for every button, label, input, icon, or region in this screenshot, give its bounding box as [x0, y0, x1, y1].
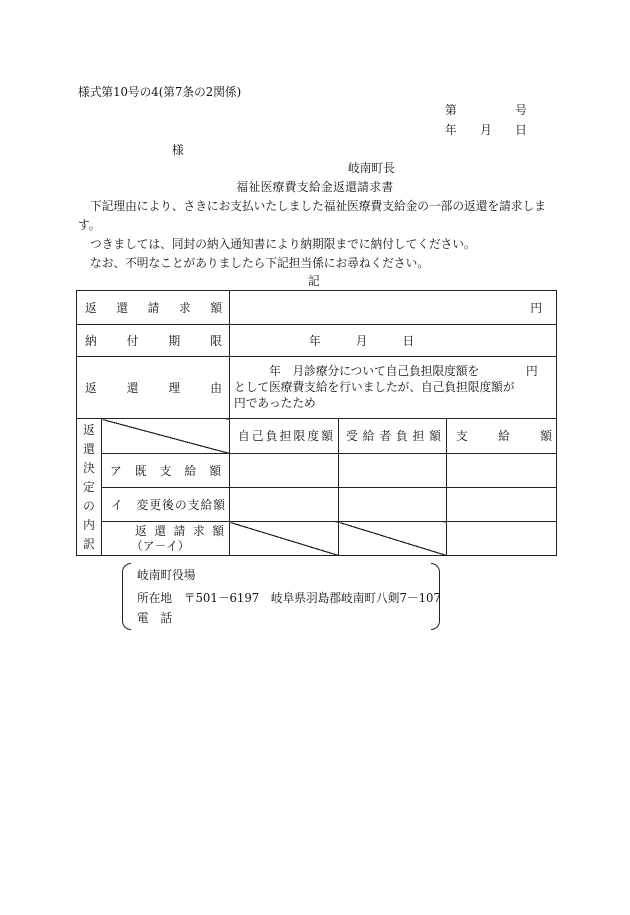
- empty-cell: [230, 454, 339, 488]
- label-char: 自: [238, 429, 250, 443]
- label-char: 既: [134, 463, 147, 478]
- empty-cell: [339, 454, 447, 488]
- address-value: 〒501－6197 岐阜県羽島郡岐南町八剣7－107: [183, 591, 441, 605]
- row-label-cell: [102, 522, 230, 556]
- label-char: 度: [307, 429, 320, 443]
- label-char: 給: [362, 429, 375, 443]
- yen-unit: 円: [530, 300, 543, 315]
- label-char: 還: [83, 441, 95, 456]
- reason-line: 年 月診療分について自己負担限度額を 円: [234, 364, 538, 378]
- refund-table: [76, 290, 557, 556]
- column-header-label: [346, 429, 441, 443]
- body-line: す。: [78, 218, 101, 232]
- diagonal-header-cell: [102, 419, 230, 454]
- label-char: 額: [210, 300, 223, 315]
- label-char: 負: [395, 429, 408, 443]
- label-char: 限: [210, 333, 222, 348]
- address-line: [137, 591, 441, 605]
- label-char: 担: [279, 429, 292, 443]
- label-char: 訳: [83, 537, 95, 552]
- row-label: [110, 464, 221, 478]
- refund-amount-label: [85, 301, 222, 315]
- column-header-label: [456, 429, 552, 443]
- refund-amount-label-cell: [77, 291, 230, 325]
- empty-cell: [447, 488, 557, 522]
- label-char: の: [83, 499, 95, 514]
- body-text: [78, 197, 556, 273]
- column-header-self-pay-limit: [230, 419, 339, 454]
- phone-line: [137, 611, 172, 625]
- document-number: 第 号: [445, 103, 527, 117]
- label-char: 額: [540, 429, 552, 443]
- diagonal-cell: [339, 522, 447, 556]
- label-char: 返: [85, 380, 97, 395]
- label-char: 付: [126, 333, 139, 348]
- row-sublabel: （ア－イ）: [131, 538, 190, 553]
- row-label-cell: [102, 454, 230, 488]
- label-char: 給: [498, 429, 510, 443]
- office-name: 岐南町役場: [137, 568, 196, 582]
- breakdown-side-label-cell: [77, 419, 102, 556]
- table-row-due-date: [77, 325, 557, 357]
- ki-heading: 記: [308, 274, 320, 288]
- label-char: 額: [209, 463, 222, 478]
- table-row-breakdown-header: [77, 419, 557, 454]
- label-char: ア: [110, 463, 122, 478]
- empty-cell: [447, 522, 557, 556]
- label-char: 由: [210, 380, 222, 395]
- due-date-label: [85, 334, 222, 348]
- label-char: 還: [154, 523, 167, 538]
- due-date-template: 年 月 日: [309, 333, 415, 348]
- document-date: 年 月 日: [445, 123, 527, 137]
- label-char: 決: [83, 460, 95, 475]
- empty-cell: [447, 454, 557, 488]
- body-line: なお、不明なことがありましたら下記担当係にお尋ねください。: [90, 256, 429, 270]
- reason-label-cell: [77, 357, 230, 419]
- label-char: 納: [85, 333, 97, 348]
- empty-cell: [230, 488, 339, 522]
- label-char: 返: [83, 422, 95, 437]
- body-line: 下記理由により、さきにお支払いたしました福祉医療費支給金の一部の返還を請求しま: [90, 199, 546, 213]
- empty-cell: [339, 488, 447, 522]
- label-char: 支: [456, 429, 468, 443]
- label-char: 内: [83, 518, 95, 533]
- phone-label: 電 話: [137, 611, 173, 625]
- column-header-payment-amount: [447, 419, 557, 454]
- due-date-value-cell: [230, 325, 557, 357]
- reason-line: 円であったため: [234, 396, 316, 410]
- label-char: 定: [83, 479, 95, 494]
- label-char: 返: [135, 523, 147, 538]
- table-row-reason: [77, 357, 557, 419]
- row-label: [135, 524, 224, 539]
- label-char: 返: [85, 300, 97, 315]
- issuer: 岐南町長: [348, 161, 395, 175]
- table-row-revised-amount: [77, 488, 557, 522]
- label-char: 還: [126, 380, 139, 395]
- label-char: 支: [159, 463, 172, 478]
- row-label: イ 変更後の支給額: [111, 497, 227, 512]
- left-bracket: [122, 563, 131, 630]
- document-title: 福祉医療費支給金返還請求書: [236, 180, 394, 194]
- label-char: 求: [192, 523, 205, 538]
- breakdown-side-label: [77, 423, 101, 552]
- table-row-refund-amount: [77, 291, 557, 325]
- label-char: 額: [321, 429, 333, 443]
- label-char: 還: [116, 300, 129, 315]
- body-line: つきましては、同封の納入通知書により納期限までに納付してください。: [90, 237, 476, 251]
- label-char: 請: [147, 300, 160, 315]
- label-char: 請: [173, 523, 186, 538]
- label-char: 求: [178, 300, 191, 315]
- row-label-cell: [102, 488, 230, 522]
- table-row-refund-total: [77, 522, 557, 556]
- reason-label: [85, 381, 222, 395]
- label-char: 期: [168, 333, 181, 348]
- label-char: 理: [168, 380, 181, 395]
- table-row-paid-amount: [77, 454, 557, 488]
- label-char: 受: [346, 429, 358, 443]
- label-char: 己: [251, 429, 264, 443]
- label-char: 限: [293, 429, 306, 443]
- contact-box: [122, 563, 440, 630]
- address-label: 所在地: [137, 591, 173, 605]
- form-number: 様式第10号の4(第7条の2関係): [78, 85, 242, 99]
- refund-amount-value-cell: [230, 291, 557, 325]
- reason-line: として医療費支給を行いましたが、自己負担限度額が: [234, 380, 515, 394]
- diagonal-cell: [230, 522, 339, 556]
- due-date-label-cell: [77, 325, 230, 357]
- addressee-suffix: 様: [172, 143, 184, 157]
- column-header-label: [238, 429, 333, 443]
- label-char: 者: [379, 429, 392, 443]
- label-char: 担: [412, 429, 425, 443]
- label-char: 給: [184, 463, 197, 478]
- label-char: 額: [212, 523, 225, 538]
- column-header-recipient-share: [339, 419, 447, 454]
- label-char: 額: [429, 429, 441, 443]
- reason-value-cell: [230, 357, 557, 419]
- label-char: 負: [265, 429, 278, 443]
